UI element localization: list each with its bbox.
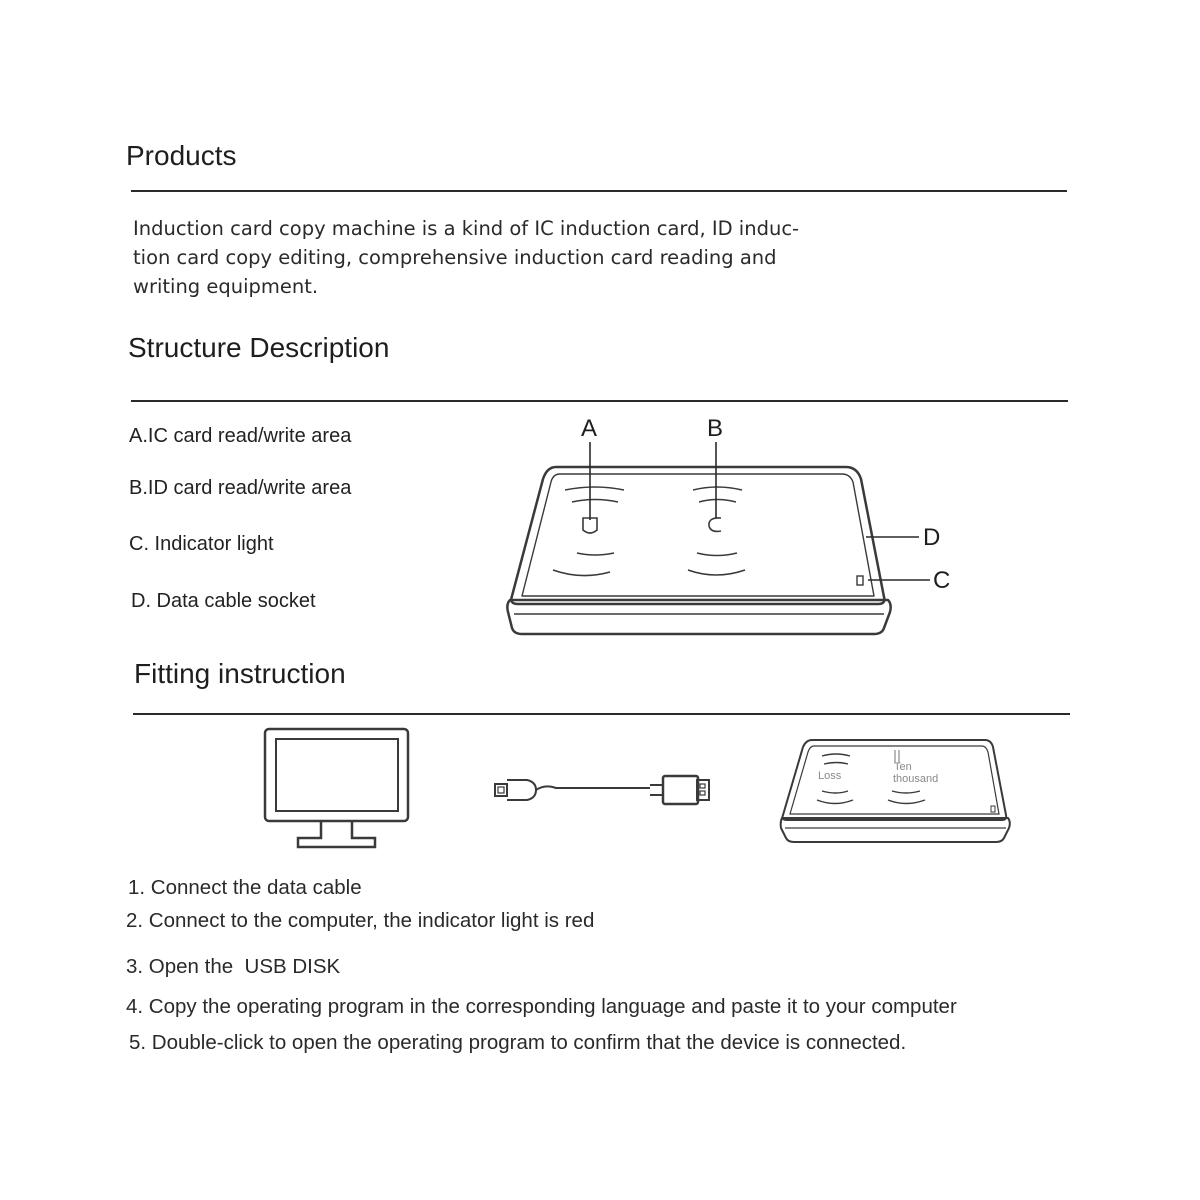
legend-item-d: D. Data cable socket bbox=[131, 590, 316, 612]
structure-heading: Structure Description bbox=[128, 332, 390, 363]
callout-c: C bbox=[933, 567, 951, 594]
fitting-divider bbox=[133, 713, 1070, 715]
reader-label-loss: Loss bbox=[818, 770, 842, 782]
id-area-icon bbox=[709, 518, 721, 532]
legend-item-c: C. Indicator light bbox=[129, 533, 274, 555]
legend-item-a: A.IC card read/write area bbox=[129, 425, 352, 447]
step-1: 1. Connect the data cable bbox=[128, 876, 362, 899]
card-reader-small bbox=[781, 740, 1010, 842]
callout-d: D bbox=[923, 524, 941, 551]
reader-top-face bbox=[511, 467, 884, 604]
callout-b: B bbox=[707, 415, 724, 442]
reader-label-ten: Ten bbox=[894, 761, 912, 773]
products-heading: Products bbox=[126, 140, 237, 171]
description-line-1: Induction card copy machine is a kind of IC induction card, ID induc- bbox=[133, 217, 800, 240]
step-4: 4. Copy the operating program in the corresponding language and paste it to your computer bbox=[126, 995, 957, 1018]
usb-cable-icon bbox=[495, 776, 709, 804]
description-line-2: tion card copy editing, comprehensive induction card reading and bbox=[133, 246, 777, 269]
fitting-heading: Fitting instruction bbox=[134, 658, 346, 689]
step-3: 3. Open the USB DISK bbox=[126, 955, 341, 978]
description-line-3: writing equipment. bbox=[133, 275, 319, 298]
step-5: 5. Double-click to open the operating program to confirm that the device is connected. bbox=[129, 1031, 907, 1054]
monitor-icon bbox=[265, 729, 408, 847]
indicator-light bbox=[857, 576, 863, 585]
callout-a: A bbox=[581, 415, 598, 442]
step-2: 2. Connect to the computer, the indicator light is red bbox=[126, 909, 595, 932]
reader-label-thousand: thousand bbox=[893, 773, 939, 785]
reader-bevel bbox=[522, 474, 874, 596]
ic-area-icon bbox=[583, 518, 597, 533]
legend-item-b: B.ID card read/write area bbox=[129, 477, 352, 499]
